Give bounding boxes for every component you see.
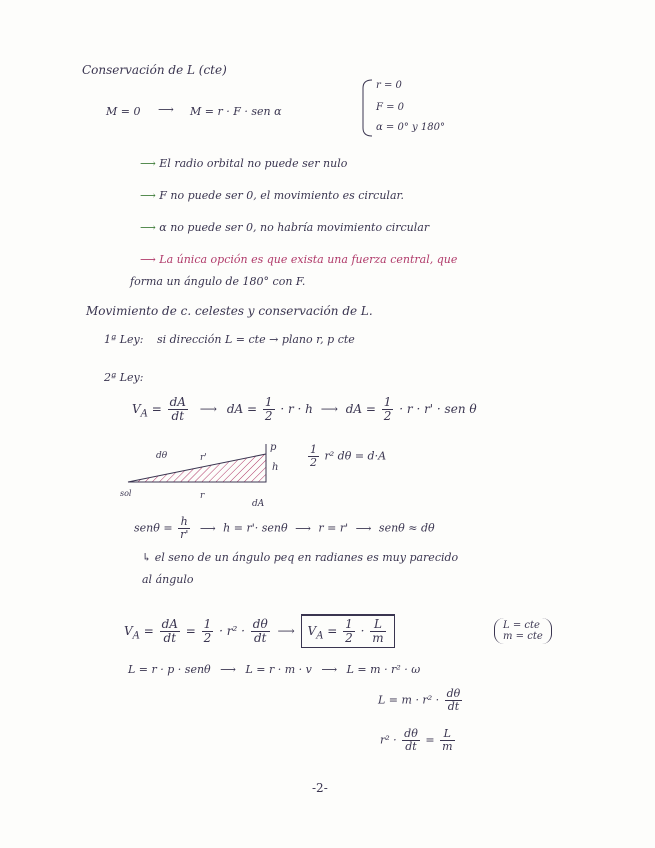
bullet-3: ⟶ α no puede ser 0, no habría movimiento circular [140, 221, 430, 234]
arrow-icon: ⟶ [140, 253, 156, 266]
paren-constants: L = cte m = cte [494, 618, 552, 644]
eq-va-line2: $V_A$ = $\frac{dA}{dt}$ = $\frac{1}{2}$ · r² · $\frac{d\theta}{dt}$ ⟶ $V_A$ = $\frac{1}{2}$ · $\frac{L}{m}$ [124, 614, 395, 648]
eq-L-line: L = r · p · senθ ⟶ L = r · m · v ⟶ L = m · r² · ω [128, 663, 421, 676]
case-1: r = 0 [376, 80, 402, 91]
eq-sen: senθ = $\frac{h}{r'}$ ⟶ h = r'· senθ ⟶ r = r' ⟶ senθ ≈ dθ [134, 515, 435, 542]
eq-L-m: L = m · r² · $\frac{d\theta}{dt}$ [378, 687, 461, 714]
note-line1: ↳ el seno de un ángulo peq en radianes es muy parecido [142, 551, 459, 564]
eq-half-r2: $\frac{1}{2}$ r² dθ = d·A [310, 443, 387, 470]
svg-text:r': r' [200, 453, 207, 463]
bullet-1: ⟶ El radio orbital no puede ser nulo [140, 157, 348, 170]
arrow-icon: ⟶ [140, 221, 156, 234]
svg-text:sol: sol [120, 489, 132, 498]
svg-text:h: h [272, 462, 279, 473]
ley1: 1ª Ley: si dirección L = cte → plano r, p cte [104, 333, 355, 346]
arrow-icon: ⟶ [140, 189, 156, 202]
case-3: α = 0° y 180° [376, 122, 445, 133]
bullet-2: ⟶ F no puede ser 0, el movimiento es circular. [140, 189, 405, 202]
eq-torque-right: M = r · F · sen α [190, 105, 282, 118]
svg-text:dA: dA [252, 499, 265, 509]
page-number: -2- [312, 781, 328, 795]
svg-text:r: r [200, 491, 205, 501]
ley2-label: 2ª Ley: [104, 371, 144, 384]
boxed-result: $V_A$ = $\frac{1}{2}$ · $\frac{L}{m}$ [301, 614, 395, 648]
svg-text:dθ: dθ [156, 451, 168, 461]
heading-movimiento: Movimiento de c. celestes y conservación de L. [86, 304, 373, 318]
arrow-1: ⟶ [158, 103, 174, 116]
eq-torque-left: M = 0 [106, 105, 141, 118]
bullet-4-line2: forma un ángulo de 180° con F. [130, 275, 306, 288]
eq-va-line1: $V_A$ = $\frac{dA}{dt}$ ⟶ dA = $\frac{1}{2}$ · r · h ⟶ dA = $\frac{1}{2}$ · r · r' · sen θ [132, 395, 477, 424]
svg-text:p: p [270, 442, 277, 453]
arrow-icon: ⟶ [140, 157, 156, 170]
brace [358, 78, 378, 138]
case-2: F = 0 [376, 102, 405, 113]
eq-r2-dtheta: r² · $\frac{d\theta}{dt}$ = $\frac{L}{m}$ [380, 727, 453, 754]
bullet-4-line1: ⟶ La única opción es que exista una fuerza central, que [140, 253, 458, 266]
note-line2: al ángulo [142, 573, 194, 586]
orbit-triangle-diagram [116, 440, 296, 512]
heading-conservacion: Conservación de L (cte) [82, 63, 227, 77]
